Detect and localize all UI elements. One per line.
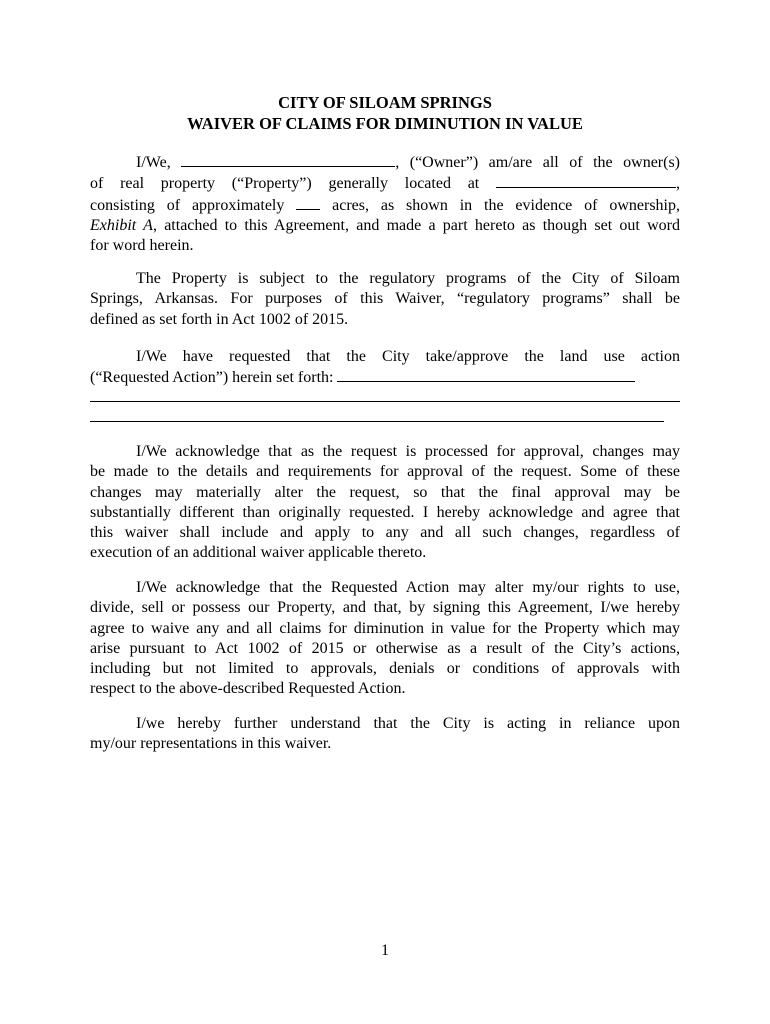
paragraph-regulatory [90,269,680,330]
p5-text: I/We acknowledge that the Requested Action may alter my/our rights to use, [136,579,680,596]
paragraph-reliance [90,714,680,755]
p2-line1 [90,269,680,289]
acres-field[interactable] [296,195,320,210]
p3-text: I/We have requested that the City take/approve the land use action [136,348,680,365]
p6-line1 [90,714,680,734]
p4-line6: execution of an additional waiver applicable thereto. [90,544,427,562]
p1-line3 [90,195,680,216]
p6-line2: my/our representations in this waiver. [90,735,332,753]
p1-text: of real property (“Property”) generally located at [90,175,480,193]
p1-line4 [90,216,680,236]
p3-line1 [90,347,680,367]
paragraph-changes [90,442,680,564]
p3-line2 [90,367,680,388]
p2-line2: Springs, Arkansas. For purposes of this Waiver, “regulatory programs” shall be [90,290,680,308]
p1-text: I/We, [136,154,171,171]
p1-text: , (“Owner”) am/are all of the owner(s) [395,154,681,171]
p1-text: consisting of approximately [90,196,285,214]
p1-text: acres, as shown in the evidence of ownership, [332,196,681,214]
requested-action-field-1[interactable] [337,367,635,382]
p5-line5: including but not limited to approvals, denials or conditions of approvals with [90,660,680,678]
p4-line5: this waiver shall include and apply to any and all such changes, regardless of [90,524,680,542]
p1-line1 [90,152,680,173]
p1-text: , attached to this Agreement, and made a part hereto as though set out word [152,216,680,234]
paragraph-owner [90,152,680,256]
p5-line6: respect to the above-described Requested Action. [90,680,406,698]
p6-text: I/we hereby further understand that the City is acting in reliance upon [136,715,680,732]
p4-line1 [90,442,680,462]
p2-text: The Property is subject to the regulatory programs of the City of Siloam [136,270,680,287]
p4-line2: be made to the details and requirements for approval of the request. Some of these [90,463,680,481]
requested-action-field-3[interactable] [90,421,664,422]
heading-city: CITY OF SILOAM SPRINGS [278,93,492,112]
p5-line1 [90,578,680,598]
paragraph-waive-claims [90,578,680,700]
page-number: 1 [381,942,389,959]
p5-line4: arise pursuant to Act 1002 of 2015 or otherwise as a result of the City’s actions, [90,639,680,657]
p3-text: (“Requested Action”) herein set forth: [90,369,334,387]
property-location-field[interactable] [496,173,676,188]
heading-waiver-title: WAIVER OF CLAIMS FOR DIMINUTION IN VALUE [187,114,583,133]
p4-line4: substantially different than originally requested. I hereby acknowledge and agree that [90,503,680,521]
requested-action-field-2[interactable] [90,401,680,402]
p1-line2 [90,173,680,194]
p5-line3: agree to waive any and all claims for diminution in value for the Property which may [90,619,680,637]
owner-name-field[interactable] [181,152,395,167]
p2-line3: defined as set forth in Act 1002 of 2015. [90,310,349,328]
p4-line3: changes may materially alter the request, so that the final approval may be [90,483,680,501]
paragraph-requested-action [90,347,680,389]
exhibit-a-label: Exhibit A [90,216,153,234]
p4-text: I/We acknowledge that as the request is processed for approval, changes may [136,443,680,460]
p5-line2: divide, sell or possess our Property, and that, by signing this Agreement, I/we hereby [90,599,680,617]
p1-line5: for word herein. [90,237,194,255]
p1-text: , [676,175,681,193]
